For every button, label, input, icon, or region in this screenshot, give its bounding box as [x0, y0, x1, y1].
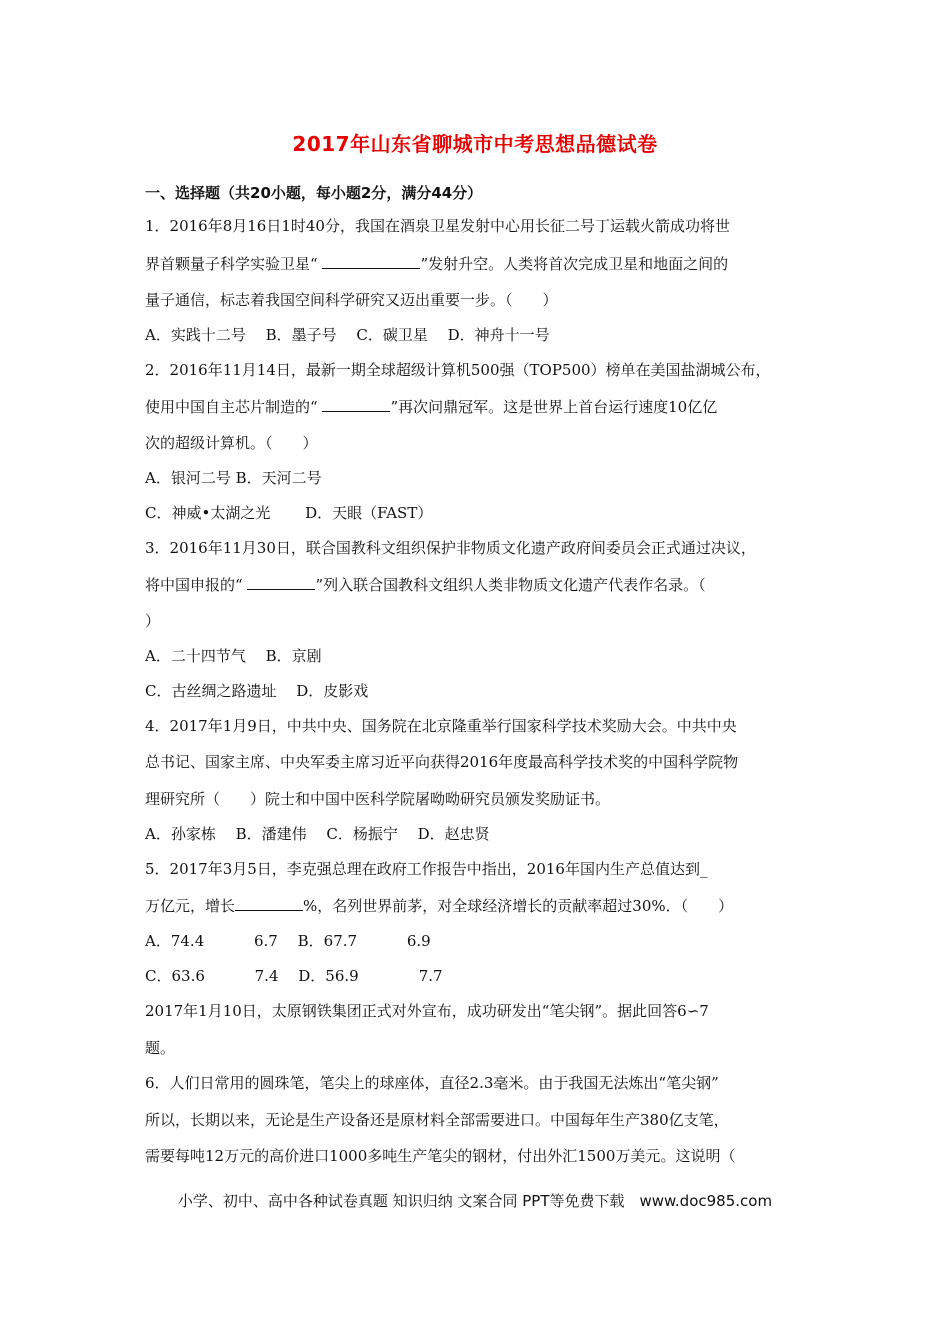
q1-line-3: 量子通信，标志着我国空间科学研究又迈出重要一步。（ ）	[145, 291, 558, 309]
q2-options-cd: C．神威•太湖之光 D．天眼（FAST）	[145, 504, 433, 522]
q1-options: A．实践十二号 B．墨子号 C．碳卫星 D．神舟十一号	[145, 326, 550, 344]
q4-options: A．孙家栋 B．潘建伟 C．杨振宁 D．赵忠贤	[145, 825, 490, 843]
q5-line-2	[145, 896, 733, 916]
q1-line-1: 1．2016年8月16日1时40分，我国在酒泉卫星发射中心用长征二号丁运载火箭成功将世	[145, 217, 730, 235]
q3-options-ab: A．二十四节气 B．京剧	[145, 647, 322, 665]
q2-line-2-end: ”再次问鼎冠军。这是世界上首台运行速度10亿亿	[390, 398, 718, 416]
section-heading: 一、选择题（共20小题，每小题2分，满分44分）	[145, 184, 483, 202]
q5-line-2-end: %，名列世界前茅，对全球经济增长的贡献率超过30%．（ ）	[303, 897, 734, 915]
q1-answer-blank	[322, 254, 420, 269]
q3-line-2-end: ”列入联合国教科文组织人类非物质文化遗产代表作名录。（	[315, 576, 706, 594]
q2-options-ab: A．银河二号 B．天河二号	[145, 469, 322, 487]
q2-line-2-start: 使用中国自主芯片制造的“	[145, 398, 323, 416]
page-footer: 小学、初中、高中各种试卷真题 知识归纳 文案合同 PPT等免费下载 www.doc985.com	[177, 1192, 773, 1210]
q3-line-3: ）	[145, 612, 161, 630]
q3-options-cd: C．古丝绸之路遗址 D．皮影戏	[145, 682, 369, 700]
intro-line-2: 题。	[145, 1039, 176, 1057]
intro-line-1: 2017年1月10日，太原钢铁集团正式对外宣布，成功研发出“笔尖钢”。据此回答6∽7	[145, 1002, 709, 1020]
q5-options-ab: A．74.4 6.7 B．67.7 6.9	[145, 932, 431, 950]
q5-line-1: 5．2017年3月5日，李克强总理在政府工作报告中指出，2016年国内生产总值达到_	[145, 860, 708, 878]
q2-line-1: 2．2016年11月14日，最新一期全球超级计算机500强（TOP500）榜单在美国盐湖城公布，	[145, 361, 771, 379]
q2-line-3: 次的超级计算机。（ ）	[145, 434, 318, 452]
q3-line-2	[145, 575, 706, 595]
q2-line-2	[145, 397, 717, 417]
q4-line-3: 理研究所（ ）院士和中国中医科学院屠呦呦研究员颁发奖励证书。	[145, 790, 611, 808]
q6-line-1: 6．人们日常用的圆珠笔，笔尖上的球座体，直径2.3毫米。由于我国无法炼出“笔尖钢”	[145, 1074, 719, 1092]
q3-line-1: 3．2016年11月30日，联合国教科文组织保护非物质文化遗产政府间委员会正式通过决议，	[145, 539, 756, 557]
q6-line-3: 需要每吨12万元的高价进口1000多吨生产笔尖的钢材，付出外汇1500万美元。这说明（	[145, 1147, 736, 1165]
q4-line-2: 总书记、国家主席、中央军委主席习近平向获得2016年度最高科学技术奖的中国科学院物	[145, 753, 739, 771]
q1-line-2-start: 界首颗量子科学实验卫星“	[145, 255, 323, 273]
q3-answer-blank	[247, 575, 315, 590]
q6-line-2: 所以，长期以来，无论是生产设备还是原材料全部需要进口。中国每年生产380亿支笔，	[145, 1111, 729, 1129]
page-title: 2017年山东省聊城市中考思想品德试卷	[292, 132, 658, 156]
q3-line-2-start: 将中国申报的“	[145, 576, 248, 594]
q4-line-1: 4．2017年1月9日，中共中央、国务院在北京隆重举行国家科学技术奖励大会。中共中央	[145, 717, 737, 735]
q2-answer-blank	[322, 397, 390, 412]
q5-line-2-start: 万亿元，增长	[145, 897, 236, 915]
q5-answer-blank	[235, 896, 303, 911]
q5-options-cd: C．63.6 7.4 D．56.9 7.7	[145, 967, 443, 985]
q1-line-2	[145, 254, 728, 274]
q1-line-2-end: ”发射升空。人类将首次完成卫星和地面之间的	[420, 255, 729, 273]
